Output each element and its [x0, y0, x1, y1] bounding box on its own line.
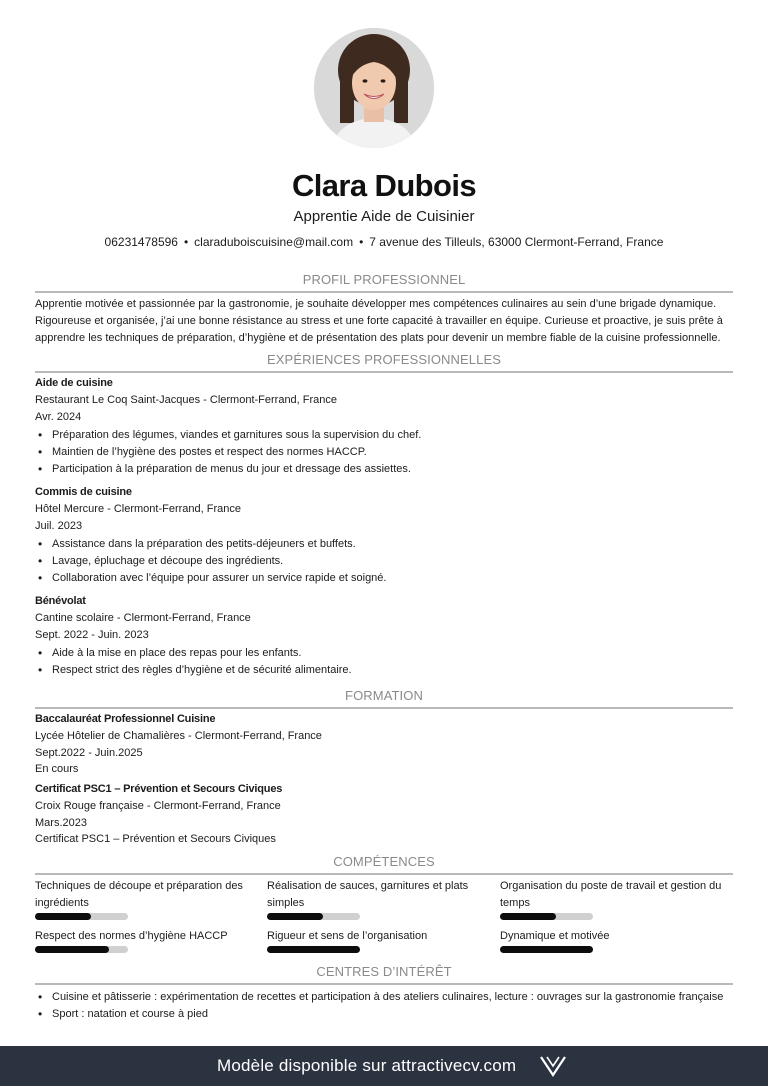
job-task: • Maintien de l’hygiène des postes et respect des normes HACCP. — [35, 444, 733, 461]
job-task: • Préparation des légumes, viandes et garnitures sous la supervision du chef. — [35, 427, 733, 444]
skill-label: Réalisation de sauces, garnitures et plats simples — [267, 880, 469, 909]
education-section — [35, 688, 733, 709]
skill-item — [500, 928, 725, 953]
education-note: En cours — [35, 763, 79, 776]
skill-level-fill — [35, 913, 91, 920]
skill-level-fill — [267, 946, 360, 953]
job-place: Hôtel Mercure - Clermont-Ferrand, France — [35, 502, 242, 515]
job-place: Restaurant Le Coq Saint-Jacques - Clermont-Ferrand, France — [35, 393, 338, 406]
skill-level-bar — [267, 913, 360, 920]
profile-summary: Apprentie motivée et passionnée par la gastronomie, je souhaite développer mes compétences culinaires au sein d’une brigade dynamique. Rigoureuse et organisée, j’ai une bonne résistance au stress et une forte capacité à travailler en équipe. Curieuse et proactive, je suis prête à apprendre les techniques de préparation, d’hygiène et de présentation des plats pour devenir un membre fiable de la cuisine professionnelle. — [35, 298, 723, 344]
candidate-name: Clara Dubois — [291, 168, 476, 203]
postal-address: 7 avenue des Tilleuls, 63000 Clermont-Ferrand, France — [369, 235, 664, 249]
section-divider — [35, 873, 733, 875]
job-task: • Respect strict des règles d’hygiène et de sécurité alimentaire. — [35, 662, 733, 679]
section-title: COMPÉTENCES — [333, 854, 435, 869]
job-task: • Participation à la préparation de menus du jour et dressage des assiettes. — [35, 461, 733, 478]
job-role: Commis de cuisine — [35, 486, 132, 498]
skill-label: Dynamique et motivée — [500, 930, 610, 942]
skill-label: Rigueur et sens de l’organisation — [267, 930, 428, 942]
footer-banner — [0, 1046, 768, 1086]
skill-label: Techniques de découpe et préparation des ingrédients — [35, 880, 243, 909]
skill-level-bar — [500, 946, 593, 953]
experience-entry — [35, 375, 733, 478]
education-entry — [35, 711, 733, 778]
job-task: • Aide à la mise en place des repas pour les enfants. — [35, 645, 733, 662]
section-title: EXPÉRIENCES PROFESSIONNELLES — [267, 352, 501, 367]
skill-item — [267, 928, 492, 953]
education-date: Mars.2023 — [35, 816, 87, 829]
skills-section — [35, 854, 733, 875]
job-task: • Lavage, épluchage et découpe des ingrédients. — [35, 553, 733, 570]
interests-list — [35, 989, 733, 1023]
job-task: • Collaboration avec l’équipe pour assurer un service rapide et soigné. — [35, 570, 733, 587]
attractivecv-logo-icon — [540, 1055, 566, 1082]
profile-section — [35, 272, 733, 347]
skill-level-bar — [35, 913, 128, 920]
job-role: Bénévolat — [35, 595, 86, 607]
section-title: CENTRES D’INTÉRÊT — [316, 964, 452, 979]
job-title: Apprentie Aide de Cuisinier — [293, 208, 475, 225]
contact-separator: • — [359, 235, 364, 249]
interests-section — [35, 964, 733, 985]
interest-item: • Cuisine et pâtisserie : expérimentation de recettes et participation à des ateliers culinaires, lecture : ouvrages sur la gastronomie française — [35, 989, 733, 1006]
interest-item: • Sport : natation et course à pied — [35, 1006, 733, 1023]
job-role: Aide de cuisine — [35, 377, 113, 389]
skill-item — [35, 878, 260, 920]
job-date: Sept. 2022 - Juin. 2023 — [35, 628, 149, 641]
experience-entry — [35, 593, 733, 679]
contact-separator: • — [183, 235, 189, 249]
job-date: Juil. 2023 — [35, 519, 83, 532]
skill-label: Respect des normes d’hygiène HACCP — [35, 930, 228, 942]
school-name: Croix Rouge française - Clermont-Ferrand, France — [35, 799, 281, 812]
email-address: claraduboiscuisine@mail.com — [194, 235, 354, 249]
section-divider — [35, 371, 733, 373]
section-title: PROFIL PROFESSIONNEL — [302, 272, 466, 287]
education-date: Sept.2022 - Juin.2025 — [35, 746, 143, 759]
skill-level-fill — [500, 913, 556, 920]
skill-level-fill — [35, 946, 109, 953]
degree-title: Certificat PSC1 – Prévention et Secours Civiques — [35, 783, 283, 795]
section-title: FORMATION — [345, 688, 423, 703]
skill-level-bar — [35, 946, 128, 953]
skill-item — [35, 928, 260, 953]
profile-photo — [314, 28, 434, 148]
education-note: Certificat PSC1 – Prévention et Secours Civiques — [35, 833, 276, 846]
skill-level-fill — [500, 946, 593, 953]
experience-entry — [35, 484, 733, 587]
skill-level-bar — [267, 946, 360, 953]
job-task: • Assistance dans la préparation des petits-déjeuners et buffets. — [35, 536, 733, 553]
degree-title: Baccalauréat Professionnel Cuisine — [35, 713, 216, 725]
skill-item — [500, 878, 725, 920]
education-entry — [35, 781, 733, 848]
skill-item — [267, 878, 492, 920]
skill-label: Organisation du poste de travail et gestion du temps — [500, 880, 722, 909]
phone-number: 06231478596 — [104, 235, 178, 249]
contact-line — [0, 235, 768, 249]
school-name: Lycée Hôtelier de Chamalières - Clermont-Ferrand, France — [35, 729, 322, 742]
skill-level-bar — [500, 913, 593, 920]
skill-level-fill — [267, 913, 323, 920]
section-divider — [35, 983, 733, 985]
job-date: Avr. 2024 — [35, 410, 82, 423]
job-place: Cantine scolaire - Clermont-Ferrand, France — [35, 611, 251, 624]
footer-link[interactable]: Modèle disponible sur attractivecv.com — [217, 1056, 517, 1075]
section-divider — [35, 707, 733, 709]
experience-section — [35, 352, 733, 373]
section-divider — [35, 291, 733, 293]
